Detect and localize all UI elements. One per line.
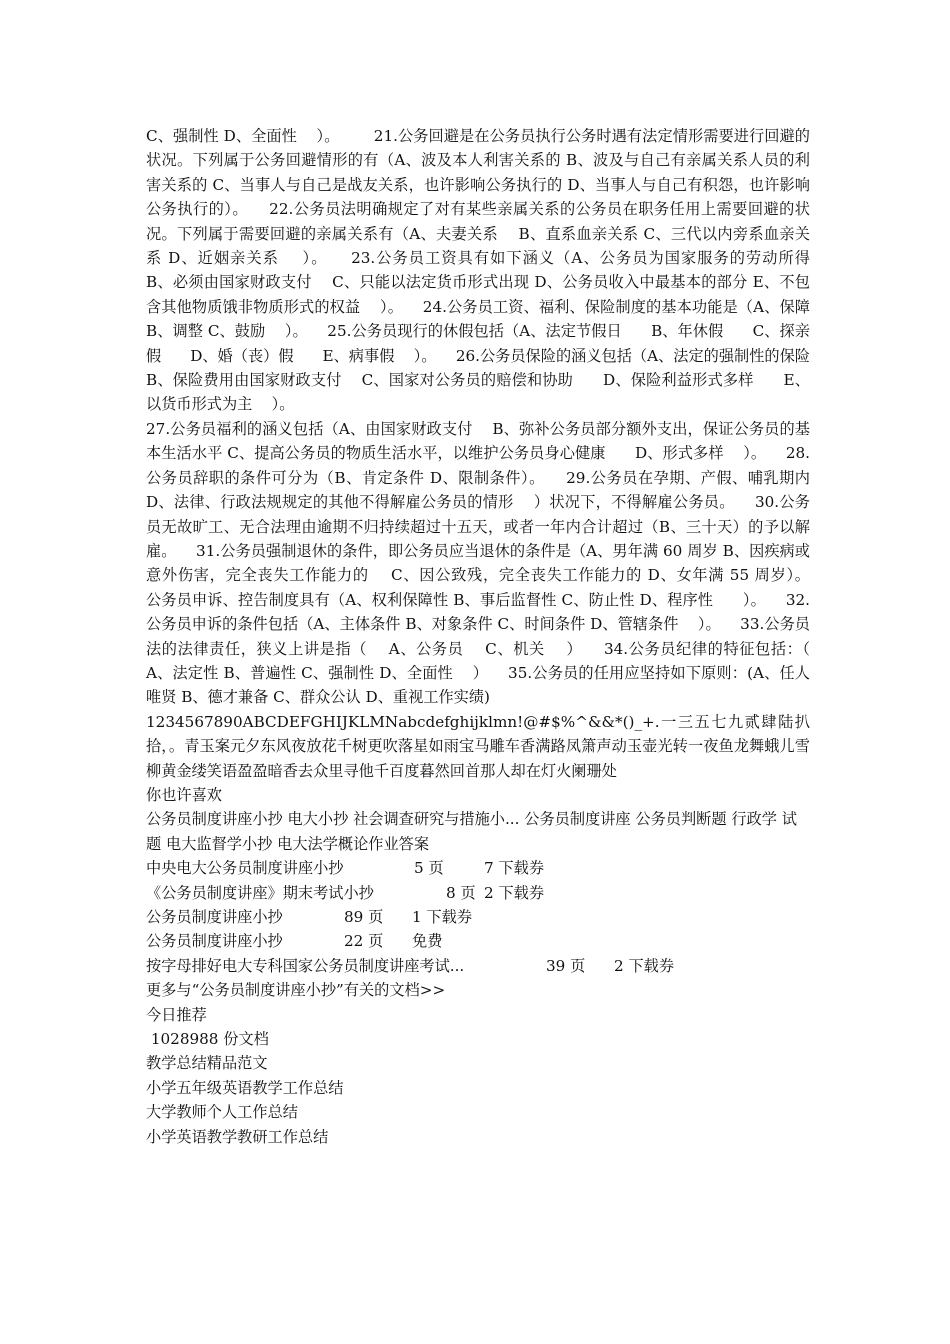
related-doc-download: 2 下载券 — [484, 883, 545, 902]
related-doc-download: 7 下载券 — [484, 859, 545, 878]
related-doc-1[interactable] — [146, 856, 810, 880]
today-item[interactable]: 教学总结精品范文 — [146, 1054, 268, 1073]
related-doc-2[interactable] — [146, 881, 810, 905]
body-paragraph-3: 1234567890ABCDEFGHIJKLMNabcdefghijklmn!@#$%^&&*()_+.一三五七九贰肆陆扒拾，。青玉案元夕东风夜放花千树更吹落星如雨宝马雕车香满路凤箫声动玉壶光转一夜鱼龙舞蛾儿雪柳黄金缕笑语盈盈暗香去众里寻他千百度暮然回首那人却在灯火阑珊处 — [146, 712, 810, 780]
body-paragraph-2: 27.公务员福利的涵义包括（A、由国家财政支付 B、弥补公务员部分额外支出，保证公务员的基本生活水平 C、提高公务员的物质生活水平，以维护公务员身心健康 D、形式多样 ）。 28.公务员辞职的条件可分为（B、肯定条件 D、限制条件）。 29.公务员在孕期、产假、哺乳期内 D、法律、行政法规规定的其他不得解雇公务员的情形 ）状况下，不得解雇公务员。 30.公务员无故旷工、无合法理由逾期不归持续超过十五天，或者一年内合计超过（B、三十天）的予以解雇。 31.公务员强制退休的条件，即公务员应当退休的条件是（A、男年满 60 周岁 B、因疾病或意外伤害，完全丧失工作能力的 C、因公致残，完全丧失工作能力的 D、女年满 55 周岁）。 公务员申诉、控告制度具有（A、权利保障性 B、事后监督性 C、防止性 D、程序性 ）。 32.公务员申诉的条件包括（A、主体条件 B、对象条件 C、时间条件 D、管辖条件 ）。 33.公务员法的法律责任，狭义上讲是指（ A、公务员 C、机关 ） 34.公务员纪律的特征包括：（ A、法定性 B、普遍性 C、强制性 D、全面性 ） 35.公务员的任用应坚持如下原则：(A、任人唯贤 B、德才兼备 C、群众公认 D、重视工作实绩) — [146, 419, 830, 707]
today-item[interactable]: 小学五年级英语教学工作总结 — [146, 1078, 344, 1097]
related-doc-download: 1 下载券 — [412, 908, 473, 926]
today-heading: 今日推荐 — [146, 1005, 207, 1024]
related-doc-title[interactable]: 公务员制度讲座小抄 — [146, 908, 283, 926]
today-item[interactable]: 大学教师个人工作总结 — [146, 1103, 298, 1122]
related-tags[interactable]: 公务员制度讲座小抄 电大小抄 社会调查研究与措施小... 公务员制度讲座 公务员判断题 行政学 试题 电大监督学小抄 电大法学概论作业答案 — [146, 810, 797, 853]
related-doc-5[interactable] — [146, 954, 810, 978]
today-count: 1028988 份文档 — [146, 1030, 269, 1049]
today-item[interactable]: 小学英语教学教研工作总结 — [146, 1127, 329, 1146]
related-doc-pages: 89 页 — [344, 908, 384, 926]
related-doc-download: 2 下载券 — [614, 956, 675, 975]
document-page — [146, 124, 839, 1149]
related-more-link[interactable]: 更多与“公务员制度讲座小抄”有关的文档>> — [146, 981, 446, 1000]
related-doc-title[interactable]: 中央电大公务员制度讲座小抄 — [146, 859, 344, 878]
related-doc-pages: 5 页 — [414, 859, 444, 878]
related-heading: 你也许喜欢 — [146, 785, 222, 804]
related-doc-pages: 8 页 — [446, 883, 476, 902]
related-doc-title[interactable]: 公务员制度讲座小抄 — [146, 932, 283, 951]
related-doc-download: 免费 — [412, 932, 443, 951]
related-doc-3[interactable] — [146, 905, 810, 929]
related-doc-pages: 22 页 — [344, 932, 384, 951]
body-paragraph-1: C、强制性 D、全面性 ）。 21.公务回避是在公务员执行公务时遇有法定情形需要进行回避的状况。下列属于公务回避情形的有（A、波及本人利害关系的 B、波及与自己有亲属关系人员的利害关系的 C、当事人与自己是战友关系，也许影响公务执行的 D、当事人与自己有积怨，也许影响公务执行的）。 22.公务员法明确规定了对有某些亲属关系的公务员在职务任用上需要回避的状况。下列属于需要回避的亲属关系有（A、夫妻关系 B、直系血亲关系 C、三代以内旁系血亲关系 D、近姻亲关系 ）。 23.公务员工资具有如下涵义（A、公务员为国家服务的劳动所得 B、必须由国家财政支付 C、只能以法定货币形式出现 D、公务员收入中最基本的部分 E、不包含其他物质饿非物质形式的权益 ）。 24.公务员工资、福利、保险制度的基本功能是（A、保障 B、调整 C、鼓励 ）。 25.公务员现行的休假包括（A、法定节假日 B、年休假 C、探亲假 D、婚（丧）假 E、病事假 ）。 26.公务员保险的涵义包括（A、法定的强制性的保险 B、保险费用由国家财政支付 C、国家对公务员的赔偿和协助 D、保险利益形式多样 E、以货币形式为主 ）。 — [146, 127, 839, 414]
related-doc-title[interactable]: 按字母排好电大专科国家公务员制度讲座考试... — [146, 956, 465, 975]
related-doc-title[interactable]: 《公务员制度讲座》期末考试小抄 — [146, 883, 374, 902]
related-doc-4[interactable] — [146, 929, 810, 953]
related-doc-pages: 39 页 — [546, 956, 586, 975]
